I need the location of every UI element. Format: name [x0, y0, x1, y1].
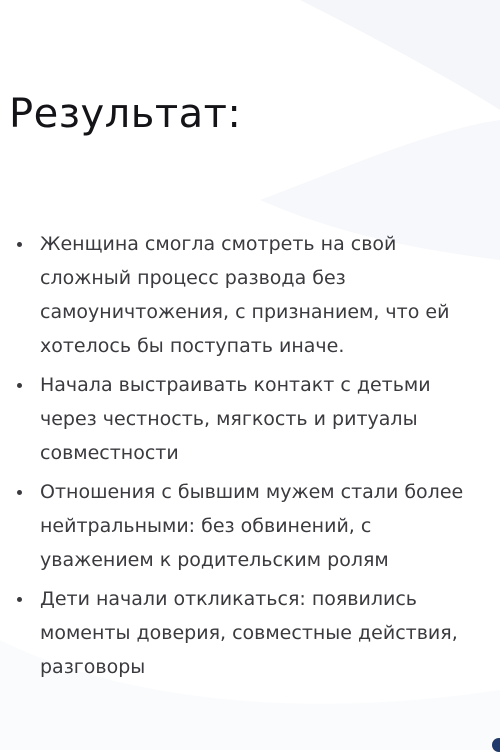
slide-title: Результат:	[9, 91, 242, 137]
result-list	[0, 227, 500, 689]
list-item	[0, 368, 500, 470]
bullet-icon	[17, 242, 22, 247]
bullet-icon	[17, 490, 22, 495]
bullet-icon	[17, 597, 22, 602]
bullet-icon	[17, 383, 22, 388]
list-item	[0, 227, 500, 363]
list-item-text: Отношения с бывшим мужем стали более нейтральными: без обвинений, с уважением к родительским ролям	[40, 481, 464, 571]
list-item-text: Дети начали откликаться: появились моменты доверия, совместные действия, разговоры	[40, 588, 458, 678]
list-item	[0, 475, 500, 577]
list-item-text: Женщина смогла смотреть на свой сложный процесс развода без самоуничтожения, с признанием, что ей хотелось бы поступать иначе.	[40, 233, 450, 357]
list-item	[0, 582, 500, 684]
list-item-text: Начала выстраивать контакт с детьми через честность, мягкость и ритуалы совместности	[40, 374, 431, 464]
